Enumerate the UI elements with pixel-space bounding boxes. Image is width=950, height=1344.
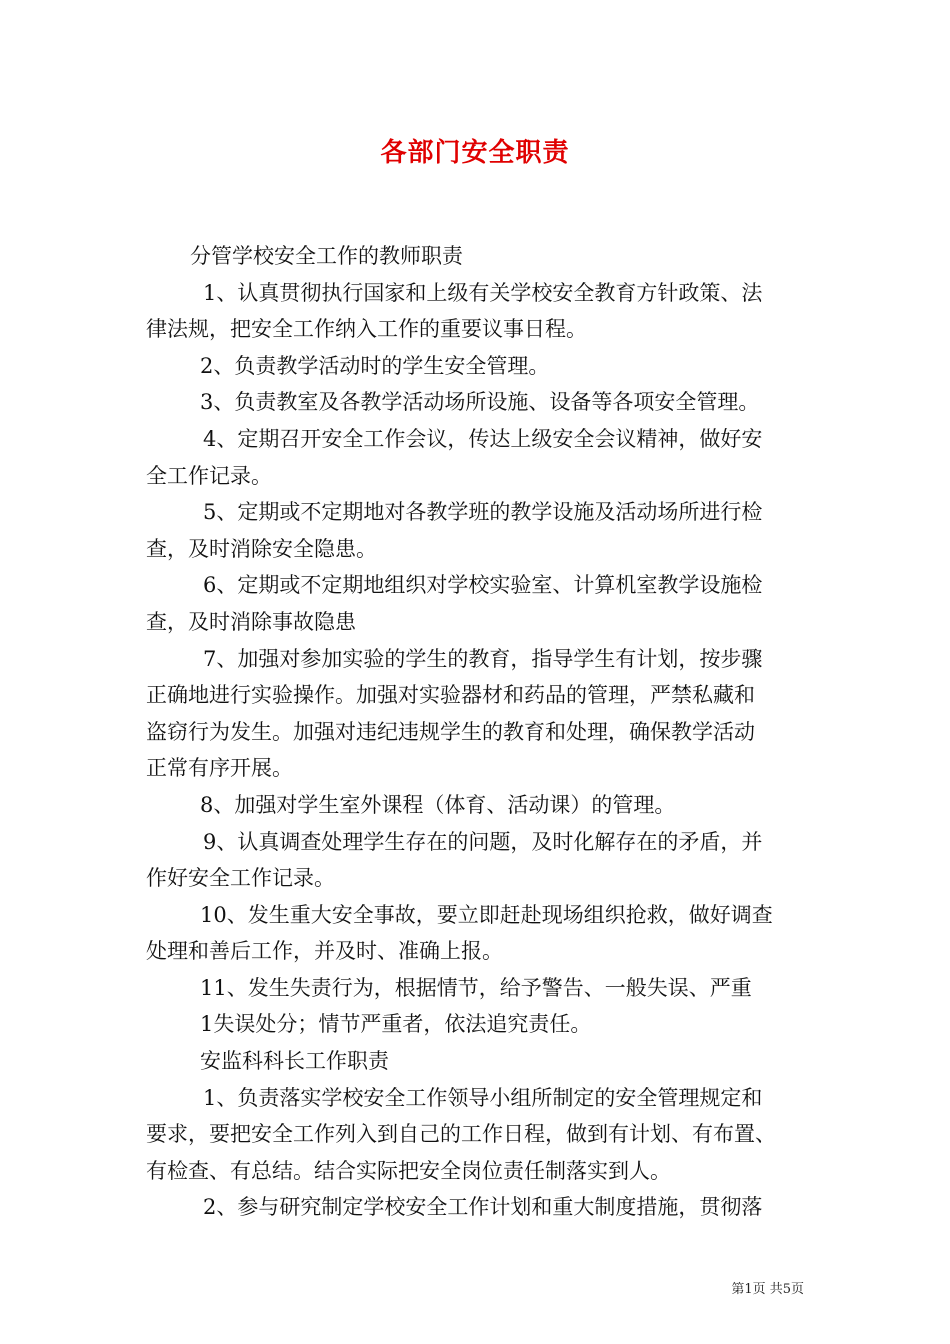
paragraph-line: 全工作记录。 <box>146 463 272 488</box>
paragraph-line: 11、发生失责行为，根据情节，给予警告、一般失误、严重 <box>200 975 752 1000</box>
paragraph-line: 盗窃行为发生。加强对违纪违规学生的教育和处理，确保教学活动 <box>146 719 755 744</box>
paragraph-line: 4、定期召开安全工作会议，传达上级安全会议精神，做好安 <box>203 426 763 451</box>
paragraph-line: 9、认真调查处理学生存在的问题，及时化解存在的矛盾，并 <box>203 829 763 854</box>
paragraph-line: 有检查、有总结。结合实际把安全岗位责任制落实到人。 <box>146 1158 671 1183</box>
paragraph-line: 7、加强对参加实验的学生的教育，指导学生有计划，按步骤 <box>203 646 763 671</box>
page-number: 第1页 共5页 <box>731 1282 804 1297</box>
section-heading: 安监科科长工作职责 <box>200 1049 389 1074</box>
document-body <box>146 238 810 1226</box>
section-heading: 分管学校安全工作的教师职责 <box>190 244 463 268</box>
paragraph-line: 2、负责教学活动时的学生安全管理。 <box>200 353 550 378</box>
paragraph-line: 1、负责落实学校安全工作领导小组所制定的安全管理规定和 <box>203 1085 763 1110</box>
page-title: 各部门安全职责 <box>380 138 570 168</box>
paragraph-line: 1失误处分；情节严重者，依法追究责任。 <box>200 1012 592 1037</box>
paragraph-line: 要求，要把安全工作列入到自己的工作日程，做到有计划、有布置、 <box>146 1122 776 1147</box>
paragraph-line: 2、参与研究制定学校安全工作计划和重大制度措施，贯彻落 <box>203 1195 763 1220</box>
paragraph-line: 查，及时消除安全隐患。 <box>146 536 377 561</box>
paragraph-line: 5、定期或不定期地对各教学班的教学设施及活动场所进行检 <box>203 500 763 525</box>
paragraph-line: 正常有序开展。 <box>146 756 293 781</box>
paragraph-line: 8、加强对学生室外课程（体育、活动课）的管理。 <box>200 792 676 817</box>
paragraph-line: 3、负责教室及各教学活动场所设施、设备等各项安全管理。 <box>200 390 760 415</box>
paragraph-line: 处理和善后工作，并及时、准确上报。 <box>146 939 503 964</box>
paragraph-line: 1、认真贯彻执行国家和上级有关学校安全教育方针政策、法 <box>203 280 763 305</box>
paragraph-line: 作好安全工作记录。 <box>146 866 335 891</box>
paragraph-line: 10、发生重大安全事故，要立即赶赴现场组织抢救，做好调查 <box>200 902 773 927</box>
paragraph-line: 查，及时消除事故隐患 <box>146 609 356 634</box>
paragraph-line: 6、定期或不定期地组织对学校实验室、计算机室教学设施检 <box>203 573 763 598</box>
paragraph-line: 正确地进行实验操作。加强对实验器材和药品的管理，严禁私藏和 <box>146 683 755 708</box>
paragraph-line: 律法规，把安全工作纳入工作的重要议事日程。 <box>146 317 587 342</box>
